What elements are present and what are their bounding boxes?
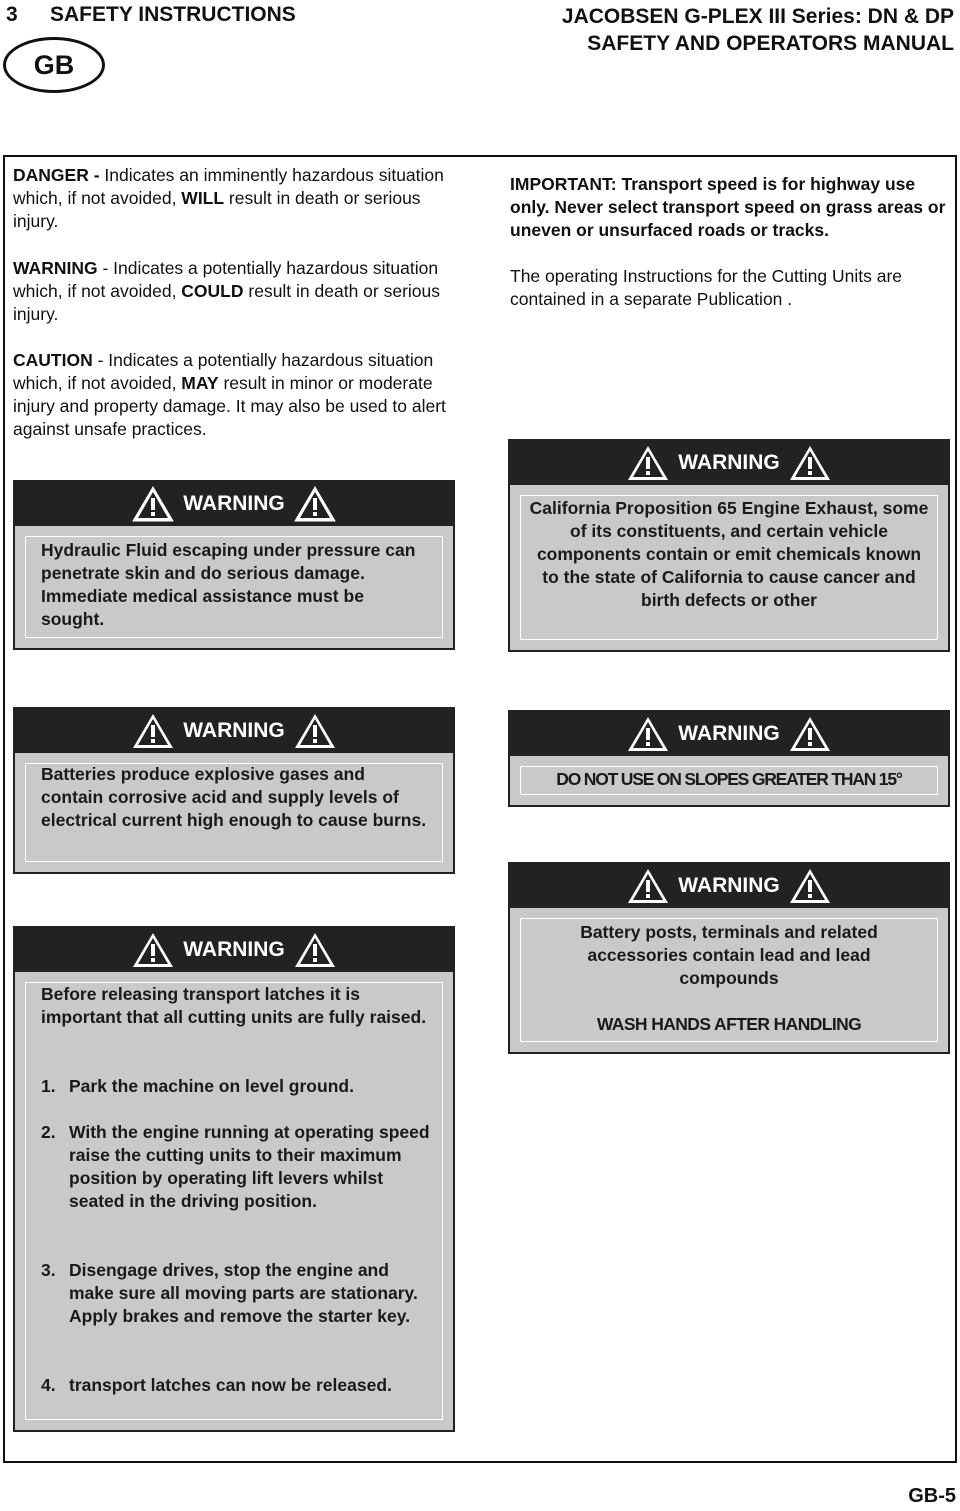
warning-box-prop65 [508,439,950,652]
warning-triangle-icon [788,715,832,753]
list-item: 1. Park the machine on level ground. [41,1076,354,1096]
warning-bar [510,441,948,485]
warning-triangle-icon [626,867,670,905]
warning-box-latches [13,926,455,1432]
danger-term: DANGER - [13,165,100,185]
warning-bar [510,712,948,756]
warning-heading: WARNING [678,451,780,474]
page-number: GB-5 [908,1485,956,1507]
danger-definition: DANGER - Indicates an imminently hazardous situation which, if not avoided, WILL result in death or serious injury. [13,165,444,231]
warning-text-batteries: Batteries produce explosive gases and contain corrosive acid and supply levels of electrical current high enough to cause burns. [41,764,427,830]
warning-triangle-icon [788,444,832,482]
warning-box-slopes [508,710,950,807]
list-item: 3. Disengage drives, stop the engine and make sure all moving parts are stationary. Apply brakes and remove the starter key. [41,1260,418,1326]
latches-steps-list [41,1075,433,1430]
warning-heading: WARNING [678,874,780,897]
warning-bar [15,482,453,526]
warning-heading: WARNING [183,719,285,742]
warning-box-batteries [13,707,455,874]
warning-text-latches: Before releasing transport latches it is important that all cutting units are fully raised. [41,984,427,1027]
warning-text-hydraulic: Hydraulic Fluid escaping under pressure can penetrate skin and do serious damage. Immediate medical assistance must be sought. [41,540,416,629]
section-title: SAFETY INSTRUCTIONS [50,3,296,26]
list-item: 2. With the engine running at operating speed raise the cutting units to their maximum position by operating lift levers whilst seated in the driving position. [41,1122,430,1211]
warning-bar [510,864,948,908]
warning-triangle-icon [131,712,175,750]
warning-triangle-icon [131,931,175,969]
caution-definition: CAUTION - Indicates a potentially hazardous situation which, if not avoided, MAY result in minor or moderate injury and property damage. It may also be used to alert against unsafe practices. [13,350,446,439]
warning-triangle-icon [293,712,337,750]
warning-heading: WARNING [183,492,285,515]
warning-triangle-icon [626,715,670,753]
warning-definition: WARNING - Indicates a potentially hazardous situation which, if not avoided, COULD result in death or serious injury. [13,258,441,324]
warning-text-prop65: California Proposition 65 Engine Exhaust, some of its constituents, and certain vehicle components contain or emit chemicals known to the state of California to cause cancer and birth defects or other [529,498,929,610]
warning-box-lead [508,862,950,1054]
important-note: IMPORTANT: Transport speed is for highway use only. Never select transport speed on grass areas or uneven or unsurfaced roads or tracks. [510,174,946,240]
warning-heading: WARNING [183,938,285,961]
warning-term: WARNING [13,258,98,278]
warning-text-wash-hands: WASH HANDS AFTER HANDLING [596,1014,862,1034]
warning-bar [15,928,453,972]
warning-text-slopes: DO NOT USE ON SLOPES GREATER THAN 15° [556,769,902,789]
warning-triangle-icon [626,444,670,482]
caution-term: CAUTION [13,350,93,370]
warning-triangle-icon [788,867,832,905]
warning-box-hydraulic [13,480,455,650]
manual-title-line2: SAFETY AND OPERATORS MANUAL [587,32,954,55]
warning-text-lead: Battery posts, terminals and related accessories contain lead and lead compounds [580,922,878,988]
list-item: 4. transport latches can now be released. [41,1375,392,1395]
cutting-units-note: The operating Instructions for the Cutting Units are contained in a separate Publication . [510,266,903,309]
warning-bar [15,709,453,753]
region-badge: GB [3,37,105,93]
warning-triangle-icon [293,485,337,523]
warning-heading: WARNING [678,722,780,745]
warning-triangle-icon [293,931,337,969]
warning-triangle-icon [131,485,175,523]
section-number: 3 [6,3,18,26]
section-heading [6,3,296,27]
manual-title [562,3,954,57]
manual-title-line1: JACOBSEN G-PLEX III Series: DN & DP [561,5,954,28]
